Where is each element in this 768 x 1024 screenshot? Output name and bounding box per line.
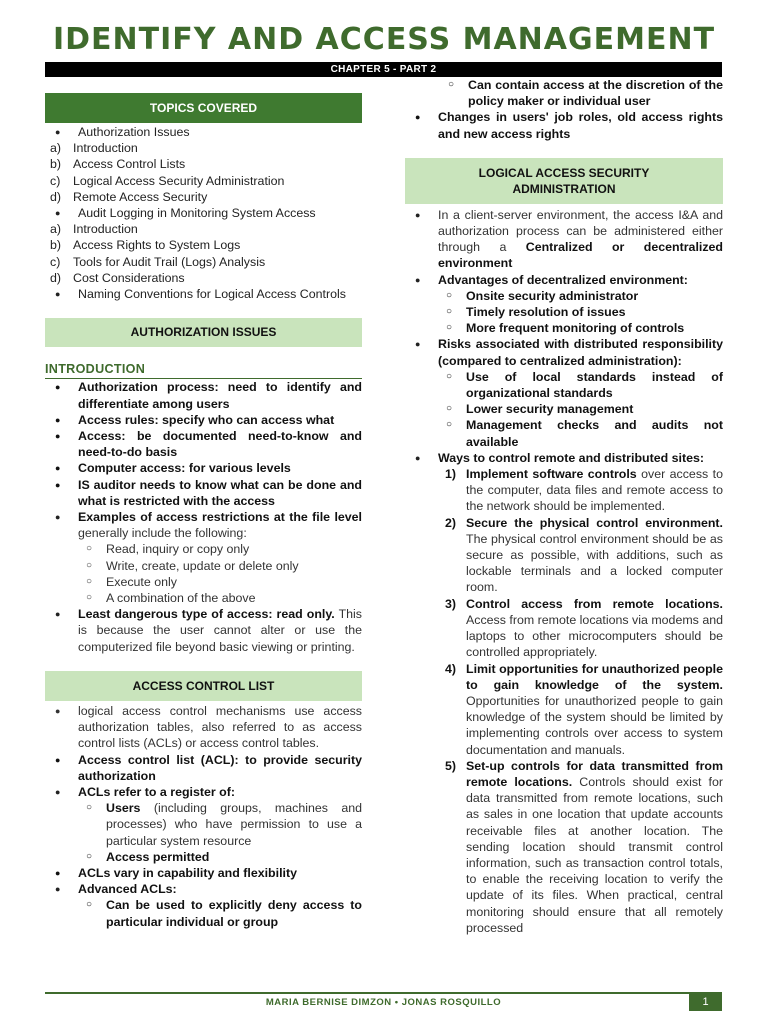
list-item: 1) Implement software controls over access to the computer, data files and remote access to the network should be implemented. [445, 467, 723, 514]
sub-list [78, 541, 362, 606]
list-item: ○ Read, inquiry or copy only [78, 541, 362, 557]
list-item: b) Access Rights to System Logs [50, 238, 241, 253]
list-item: ● Authorization Issues a) Introduction b) Access Control Lists c) Logical Access Security Administration d) Remote Access Security [45, 124, 362, 205]
introduction-list [45, 379, 362, 654]
list-item: ● Access: be documented need-to-know and need-to-do basis [45, 428, 362, 460]
continued-list [405, 109, 723, 141]
list-item: ● Access control list (ACL): to provide security authorization [45, 752, 362, 784]
list-item: 3) Control access from remote locations. Access from remote locations via modems and laptops to other microcomputers should be controlled appropriately. [445, 596, 723, 660]
list-item: ○ A combination of the above [78, 590, 362, 606]
page-title: IDENTIFY AND ACCESS MANAGEMENT [52, 22, 716, 57]
sub-list [45, 221, 362, 286]
list-item: ○ Onsite security administrator [438, 288, 723, 304]
acl-list [45, 703, 362, 930]
list-item: ● Advantages of decentralized environment: ○ Onsite security administrator ○ Timely resolution of issues ○ More frequent monitoring of controls [405, 272, 723, 337]
list-item: d) Remote Access Security [50, 189, 208, 204]
continued-sub-list [440, 77, 723, 109]
list-item: 2) Secure the physical control environment. The physical control environment should be as secure as possible, with additions, such as lockable terminals and a locked computer room. [445, 515, 723, 595]
footer-authors: MARIA BERNISE DIMZON • JONAS ROSQUILLO [265, 997, 502, 1008]
chapter-bar: CHAPTER 5 - PART 2 [45, 62, 722, 77]
list-item: ○ Management checks and audits not available [438, 417, 723, 449]
list-item: 5) Set-up controls for data transmitted from remote locations. Controls should exist for data transmitted from remote locations, such as sales in one location that update accounts receivable files at another location. The sending location should transmit control information, such as transaction control totals, to enable the receiving location to verify the update of its files. When practical, central monitoring should ensure that all remotely processed [445, 758, 723, 935]
list-item: ○ Write, create, update or delete only [78, 558, 362, 574]
list-item: ○ Access permitted [78, 849, 362, 865]
list-item: ○ Execute only [78, 574, 362, 590]
list-item: c) Tools for Audit Trail (Logs) Analysis [50, 254, 266, 269]
list-item: ○ Use of local standards instead of organizational standards [438, 369, 723, 401]
list-item: c) Logical Access Security Administration [50, 173, 285, 188]
list-item: ● Computer access: for various levels [45, 460, 362, 476]
list-item: ● ACLs refer to a register of: ○ Users (including groups, machines and processes) who have permission to use a particular system resource ○ Access permitted [45, 784, 362, 865]
ways-list [438, 466, 723, 936]
topics-list [45, 124, 362, 302]
list-item: ○ Can be used to explicitly deny access to particular individual or group [78, 897, 362, 929]
list-item: ● IS auditor needs to know what can be done and what is restricted with the access [45, 477, 362, 509]
list-item: 4) Limit opportunities for unauthorized people to gain knowledge of the system. Opportunities for unauthorized people to gain knowledge of the system should be limited by implementing controls over access to system documentation and manuals. [445, 661, 723, 757]
list-item: ● Changes in users' job roles, old access rights and new access rights [405, 109, 723, 141]
lasa-list [405, 207, 723, 936]
list-item: ● Naming Conventions for Logical Access Controls [45, 286, 362, 302]
access-control-list-header: ACCESS CONTROL LIST [45, 671, 362, 701]
list-item: ● Authorization process: need to identify and differentiate among users [45, 379, 362, 411]
sub-list [438, 288, 723, 337]
list-item: ● Ways to control remote and distributed sites: 1) Implement software controls over access to the computer, data files and remote access to the network should be implemented. 2) Secure the physical control environment. The physical control environment should be as secure as possible, with additions, such as lockable terminals and a locked computer room. 3) Control access from remote locations. Access from remote locations via modems and laptops to other microcomputers should be controlled appropriately. 4) Limit opportunities for unauthorized people to gain knowledge of the system. Opportunities for unauthorized people to gain knowledge of the system should be limited by implementing controls over access to system documentation and manuals. 5) Set-up controls for data transmitted from remote locations. Controls should exist for data transmitted from remote locations, such as sales in one location that update accounts receivable files at another location. The sending location should transmit control information, such as transaction control totals, to enable the receiving location to verify the update of its files. When practical, central monitoring should ensure that all remotely processed [405, 450, 723, 936]
sub-list [78, 897, 362, 929]
left-column [45, 93, 362, 930]
logical-access-security-administration-header: LOGICAL ACCESS SECURITY ADMINISTRATION [405, 158, 723, 204]
introduction-subhead: INTRODUCTION [45, 361, 362, 379]
list-item: ● Access rules: specify who can access what [45, 412, 362, 428]
list-item: b) Access Control Lists [50, 157, 186, 172]
list-item: ○ Timely resolution of issues [438, 304, 723, 320]
sub-list [45, 140, 362, 205]
footer-divider [45, 992, 722, 994]
list-item: a) Introduction [50, 141, 138, 156]
topics-covered-header: TOPICS COVERED [45, 93, 362, 123]
authorization-issues-header: AUTHORIZATION ISSUES [45, 318, 362, 347]
page-number: 1 [689, 993, 722, 1011]
list-item: ○ Users (including groups, machines and processes) who have permission to use a particular system resource [78, 800, 362, 849]
list-item: ○ More frequent monitoring of controls [438, 320, 723, 336]
list-item: ● Least dangerous type of access: read only. This is because the user cannot alter or use the computerized file beyond basic viewing or printing. [45, 606, 362, 655]
list-item: ● Advanced ACLs: ○ Can be used to explicitly deny access to particular individual or group [45, 881, 362, 930]
list-item: ○ Lower security management [438, 401, 723, 417]
list-item: ● ACLs vary in capability and flexibility [45, 865, 362, 881]
list-item: d) Cost Considerations [50, 270, 185, 285]
right-column [405, 77, 723, 936]
list-item: a) Introduction [50, 222, 138, 237]
sub-list [438, 369, 723, 450]
list-item: ● Audit Logging in Monitoring System Access a) Introduction b) Access Rights to System Logs c) Tools for Audit Trail (Logs) Analysis d) Cost Considerations [45, 205, 362, 286]
list-item: ● In a client-server environment, the access I&A and authorization process can be administered either through a Centralized or decentralized environment [405, 207, 723, 272]
list-item: ○ Can contain access at the discretion of the policy maker or individual user [440, 77, 723, 109]
list-item: ● Risks associated with distributed responsibility (compared to centralized administration): ○ Use of local standards instead of organizational standards ○ Lower security management ○ Management checks and audits not available [405, 336, 723, 449]
list-item: ● Examples of access restrictions at the file level generally include the following: ○ Read, inquiry or copy only ○ Write, create, update or delete only ○ Execute only ○ A combination of the above [45, 509, 362, 606]
sub-list [78, 800, 362, 865]
list-item: ● logical access control mechanisms use access authorization tables, also referred to as access control lists (ACLs) or access control tables. [45, 703, 362, 752]
